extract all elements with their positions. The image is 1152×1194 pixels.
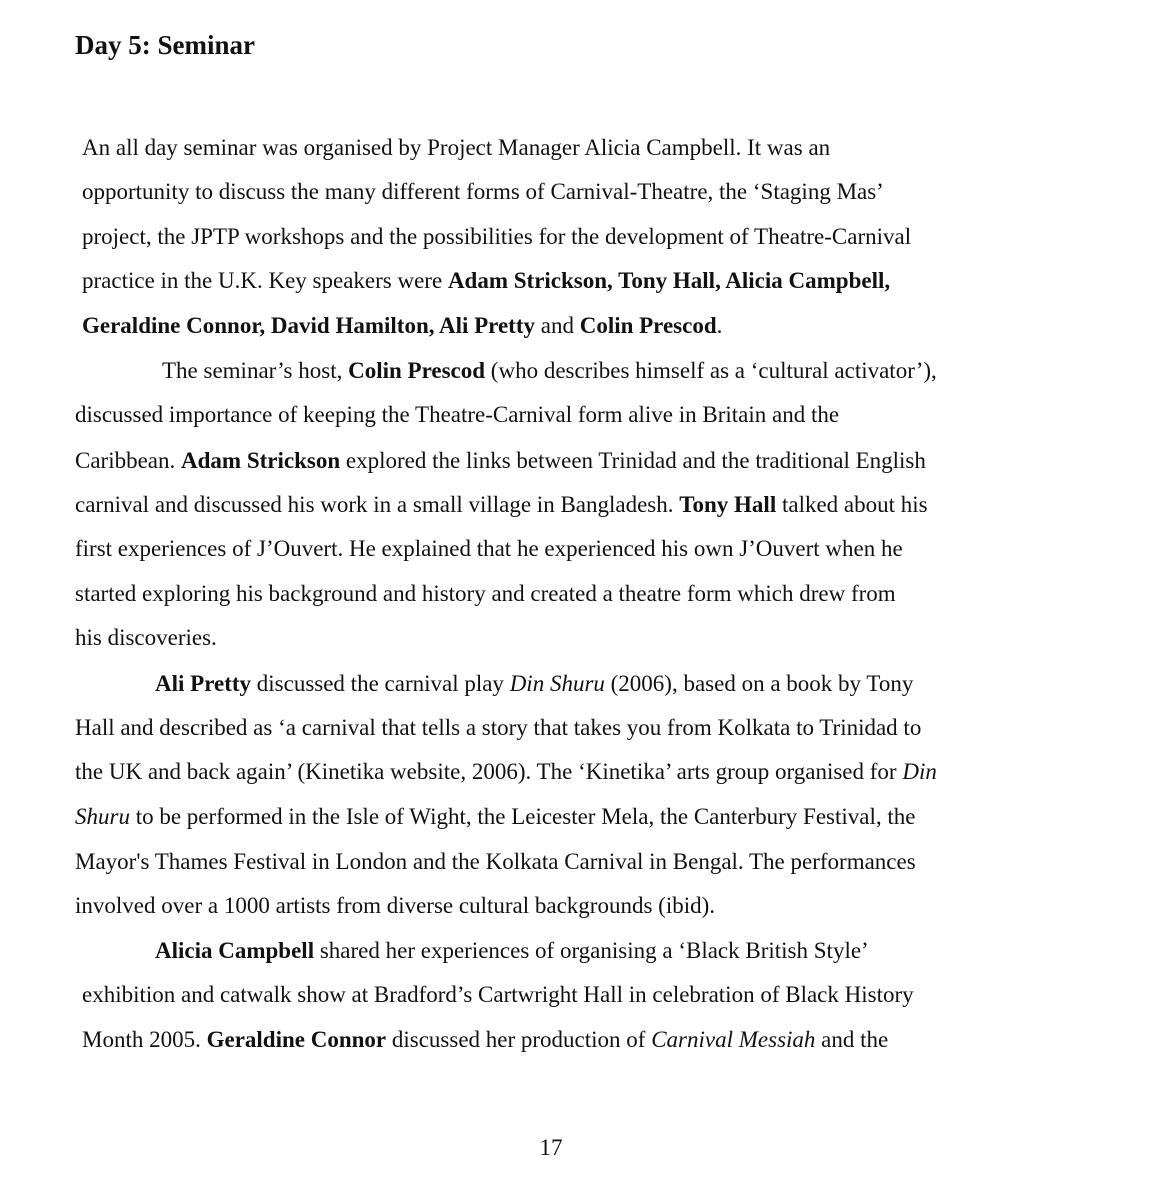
text-line xyxy=(75,447,926,475)
text-segment: the UK and back again’ (Kinetika website, 2006). The ‘Kinetika’ arts group organised for xyxy=(75,759,903,784)
text-line xyxy=(82,312,722,340)
text-segment: and xyxy=(534,313,580,338)
text-segment: Mayor's Thames Festival in London and the Kolkata Carnival in Bengal. The performances xyxy=(75,849,916,874)
section-heading: Day 5: Seminar xyxy=(75,30,255,60)
text-segment: The seminar’s host, xyxy=(162,358,349,383)
bold-text: Adam Strickson, Tony Hall, Alicia Campbell, xyxy=(447,268,891,293)
bold-text: Geraldine Connor, David Hamilton, Ali Pretty xyxy=(82,313,535,338)
text-segment: discussed the carnival play xyxy=(251,671,510,696)
bold-text: Adam Strickson xyxy=(181,448,341,473)
italic-title: Shuru xyxy=(75,804,130,829)
text-segment: his discoveries. xyxy=(75,625,217,650)
text-line xyxy=(75,714,921,742)
text-segment: Caribbean. xyxy=(75,448,182,473)
text-segment: started exploring his background and history and created a theatre form which drew from xyxy=(75,581,896,606)
text-segment: discussed importance of keeping the Theatre-Carnival form alive in Britain and the xyxy=(75,402,840,427)
text-line xyxy=(155,937,869,965)
text-line xyxy=(82,178,884,206)
text-line xyxy=(75,624,217,652)
text-segment: discussed her production of xyxy=(386,1027,652,1052)
page-number: 17 xyxy=(539,1135,563,1160)
italic-title: Din xyxy=(902,759,937,784)
text-segment: talked about his xyxy=(776,492,928,517)
text-line xyxy=(82,223,911,251)
text-line xyxy=(82,981,914,1009)
italic-title: Carnival Messiah xyxy=(651,1027,816,1052)
text-segment: involved over a 1000 artists from diverse cultural backgrounds (ibid). xyxy=(75,893,716,918)
text-segment: to be performed in the Isle of Wight, the Leicester Mela, the Canterbury Festival, the xyxy=(129,804,916,829)
bold-text: Tony Hall xyxy=(679,492,777,517)
bold-text: Geraldine Connor xyxy=(206,1027,387,1052)
text-segment: shared her experiences of organising a ‘Black British Style’ xyxy=(314,938,869,963)
text-line xyxy=(162,357,937,385)
bold-text: Colin Prescod xyxy=(348,358,486,383)
text-line xyxy=(82,134,830,162)
text-segment: practice in the U.K. Key speakers were xyxy=(82,268,448,293)
italic-title: Din Shuru xyxy=(509,671,605,696)
bold-text: Alicia Campbell xyxy=(155,938,315,963)
text-line xyxy=(75,803,915,831)
text-segment: project, the JPTP workshops and the possibilities for the development of Theatre-Carnival xyxy=(82,224,912,249)
text-line xyxy=(75,758,937,786)
text-segment: carnival and discussed his work in a small village in Bangladesh. xyxy=(75,492,680,517)
text-segment: (who describes himself as a ‘cultural activator’), xyxy=(485,358,937,383)
text-line xyxy=(82,1026,888,1054)
text-line xyxy=(75,892,715,920)
text-line xyxy=(155,670,913,698)
text-segment: first experiences of J’Ouvert. He explained that he experienced his own J’Ouvert when he xyxy=(75,536,903,561)
text-line xyxy=(75,401,839,429)
bold-text: Colin Prescod xyxy=(579,313,717,338)
text-line xyxy=(75,580,896,608)
text-segment: opportunity to discuss the many different forms of Carnival-Theatre, the ‘Staging Mas’ xyxy=(82,179,884,204)
text-segment: Month 2005. xyxy=(82,1027,207,1052)
bold-text: Ali Pretty xyxy=(155,671,252,696)
text-line xyxy=(75,535,903,563)
text-segment: An all day seminar was organised by Project Manager Alicia Campbell. It was an xyxy=(82,135,831,160)
text-segment: and the xyxy=(815,1027,889,1052)
text-segment: (2006), based on a book by Tony xyxy=(604,671,914,696)
text-segment: exhibition and catwalk show at Bradford’s Cartwright Hall in celebration of Black History xyxy=(82,982,914,1007)
text-line xyxy=(82,267,890,295)
text-segment: . xyxy=(716,313,723,338)
text-segment: explored the links between Trinidad and the traditional English xyxy=(340,448,926,473)
text-line xyxy=(75,491,928,519)
text-segment: Hall and described as ‘a carnival that tells a story that takes you from Kolkata to Trinidad to xyxy=(75,715,922,740)
text-line xyxy=(75,848,916,876)
